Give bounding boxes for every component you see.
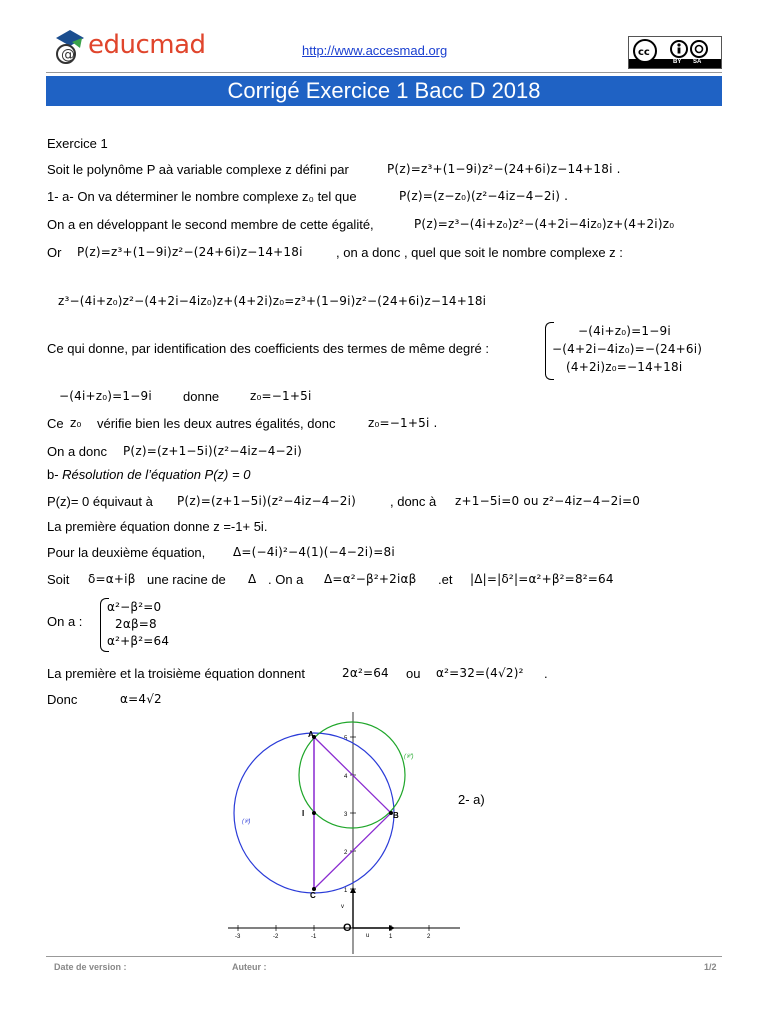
- text-line: On a donc: [47, 444, 107, 459]
- math-expression: α=4√2: [120, 692, 162, 706]
- math-expression: P(z)=z³+(1−9i)z²−(24+6i)z−14+18i: [77, 245, 303, 259]
- x-tick: -2: [273, 934, 279, 940]
- math-expression: z³−(4i+z₀)z²−(4+2i−4iz₀)z+(4+2i)z₀=z³+(1−9i)z²−(24+6i)z−14+18i: [58, 294, 487, 308]
- svg-text:@: @: [61, 47, 75, 63]
- site-link[interactable]: http://www.accesmad.org: [302, 43, 448, 58]
- page-title: Corrigé Exercice 1 Bacc D 2018: [227, 78, 541, 103]
- text-line: Ce qui donne, par identification des coefficients des termes de même degré :: [47, 341, 490, 356]
- section-heading: [47, 467, 250, 482]
- circle-c-prime-label: (𝒞'): [404, 754, 414, 760]
- math-expression: z₀=−1+5i: [250, 389, 312, 403]
- svg-text:cc: cc: [638, 47, 650, 58]
- section-title: Résolution de l’équation P(z) = 0: [62, 467, 251, 482]
- math-expression: 2α²=64: [342, 666, 389, 680]
- educmad-logo: [52, 28, 212, 72]
- system-equation: −(4+2i−4iz₀)=−(24+6i): [552, 342, 703, 356]
- title-bar: [46, 76, 722, 106]
- math-expression: z₀=−1+5i .: [368, 416, 438, 430]
- point-a-label: A: [308, 730, 314, 739]
- system-equation: (4+2i)z₀=−14+18i: [566, 360, 683, 374]
- system-equation: −(4i+z₀)=1−9i: [578, 324, 671, 338]
- x-tick: -1: [311, 934, 317, 940]
- y-tick: 1: [344, 888, 348, 894]
- system-equation: α²+β²=64: [107, 634, 170, 648]
- y-tick: 3: [344, 812, 348, 818]
- text-line: La première et la troisième équation donnent: [47, 666, 305, 681]
- math-expression: Δ=α²−β²+2iαβ: [324, 572, 417, 586]
- author-label: Auteur :: [232, 962, 267, 972]
- text-line: . On a: [268, 572, 304, 587]
- header-rule: [46, 72, 722, 73]
- math-expression: z₀: [70, 416, 82, 430]
- point-i-label: I: [302, 809, 305, 818]
- text-line: , donc à: [390, 494, 437, 509]
- cc-by: BY: [673, 59, 682, 65]
- x-tick: 1: [389, 934, 393, 940]
- text-line: une racine de: [147, 572, 226, 587]
- text-line: , on a donc , quel que soit le nombre complexe z :: [336, 245, 623, 260]
- text-line: P(z)= 0 équivaut à: [47, 494, 153, 509]
- math-expression: z+1−5i=0 ou z²−4iz−4−2i=0: [455, 494, 641, 508]
- text-line: vérifie bien les deux autres égalités, donc: [97, 416, 336, 431]
- math-expression: δ=α+iβ: [88, 572, 136, 586]
- cc-license-badge: [628, 36, 722, 69]
- math-expression: α²=32=(4√2)²: [436, 666, 524, 680]
- question-label: 2- a): [458, 792, 485, 807]
- v-label: v: [341, 904, 344, 910]
- x-tick: -3: [235, 934, 241, 940]
- logo-text: educmad: [88, 30, 206, 60]
- page-number: 1/2: [704, 962, 717, 972]
- math-expression: P(z)=z³−(4i+z₀)z²−(4+2i−4iz₀)z+(4+2i)z₀: [414, 217, 675, 231]
- math-expression: Δ: [248, 572, 257, 586]
- text-line: Ce: [47, 416, 64, 431]
- text-line: Soit le polynôme P aà variable complexe z défini par: [47, 162, 349, 177]
- math-expression: P(z)=(z−z₀)(z²−4iz−4−2i) .: [399, 189, 569, 203]
- math-expression: P(z)=z³+(1−9i)z²−(24+6i)z−14+18i .: [387, 162, 621, 176]
- circle-c-label: (𝒞): [242, 819, 251, 825]
- system-equation: 2αβ=8: [115, 617, 157, 631]
- text-line: ou: [406, 666, 421, 681]
- system-equation: α²−β²=0: [107, 600, 162, 614]
- math-expression: |Δ|=|δ²|=α²+β²=8²=64: [470, 572, 614, 586]
- mortarboard-icon: [52, 28, 88, 68]
- text-line: Soit: [47, 572, 70, 587]
- date-label: Date de version :: [54, 962, 127, 972]
- math-expression: Δ=(−4i)²−4(1)(−4−2i)=8i: [233, 545, 395, 559]
- math-expression: −(4i+z₀)=1−9i: [59, 389, 152, 403]
- text-line: Or: [47, 245, 62, 260]
- cc-sa: SA: [693, 59, 702, 65]
- exercise-heading: Exercice 1: [47, 136, 108, 151]
- math-expression: P(z)=(z+1−5i)(z²−4iz−4−2i): [123, 444, 303, 458]
- text-line: La première équation donne z =-1+ 5i.: [47, 519, 268, 534]
- text-line: donne: [183, 389, 220, 404]
- section-prefix: b-: [47, 467, 63, 482]
- text-line: Pour la deuxième équation,: [47, 545, 206, 560]
- point-c-label: C: [310, 891, 316, 900]
- y-tick: 4: [344, 774, 348, 780]
- text-line: On a :: [47, 614, 83, 629]
- text-line: On a en développant le second membre de cette égalité,: [47, 217, 374, 232]
- geometry-figure: [228, 712, 460, 954]
- text-line: Donc: [47, 692, 78, 707]
- math-expression: P(z)=(z+1−5i)(z²−4iz−4−2i): [177, 494, 357, 508]
- origin-label: O: [343, 922, 352, 934]
- x-tick: 2: [427, 934, 431, 940]
- footer-rule: [46, 956, 722, 957]
- text-line: .et: [438, 572, 453, 587]
- point-b-label: B: [393, 811, 399, 820]
- y-tick: 5: [344, 736, 348, 742]
- text-line: .: [544, 666, 548, 681]
- text-line: 1- a- On va déterminer le nombre complexe z₀ tel que: [47, 189, 357, 204]
- u-label: u: [366, 933, 370, 939]
- y-tick: 2: [344, 850, 348, 856]
